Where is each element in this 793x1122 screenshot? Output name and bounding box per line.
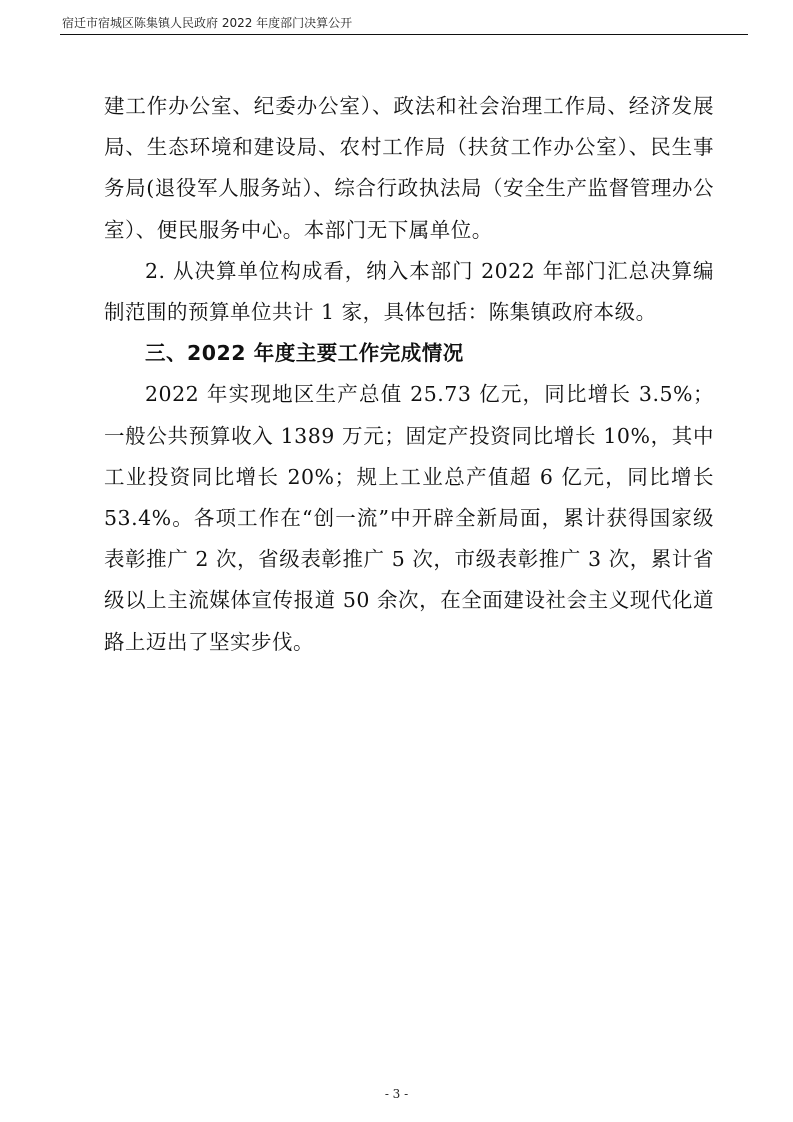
section-heading-work-completion: 三、2022 年度主要工作完成情况: [145, 341, 464, 366]
running-header: 宿迁市宿城区陈集镇人民政府 2022 年度部门决算公开: [62, 16, 353, 30]
document-body: [104, 86, 714, 663]
header-rule: [60, 34, 748, 35]
paragraph-departments-continuation: 建工作办公室、纪委办公室）、政法和社会治理工作局、经济发展局、生态环境和建设局、农村工作局（扶贫工作办公室）、民生事务局(退役军人服务站）、综合行政执法局（安全生产监督管理办公室）、便民服务中心。本部门无下属单位。: [104, 94, 714, 242]
paragraph-work-completion: 2022 年实现地区生产总值 25.73 亿元，同比增长 3.5%；一般公共预算收入 1389 万元；固定产投资同比增长 10%，其中工业投资同比增长 20%；规上工业总产值超 6 亿元，同比增长 53.4%。各项工作在“创一流”中开辟全新局面，累计获得国家级表彰推广 2 次，省级表彰推广 5 次，市级表彰推广 3 次，累计省级以上主流媒体宣传报道 50 余次，在全面建设社会主义现代化道路上迈出了坚实步伐。: [104, 382, 714, 654]
paragraph-budget-scope: 2. 从决算单位构成看，纳入本部门 2022 年部门汇总决算编制范围的预算单位共计 1 家，具体包括：陈集镇政府本级。: [104, 258, 714, 325]
page-number: - 3 -: [384, 1087, 409, 1101]
